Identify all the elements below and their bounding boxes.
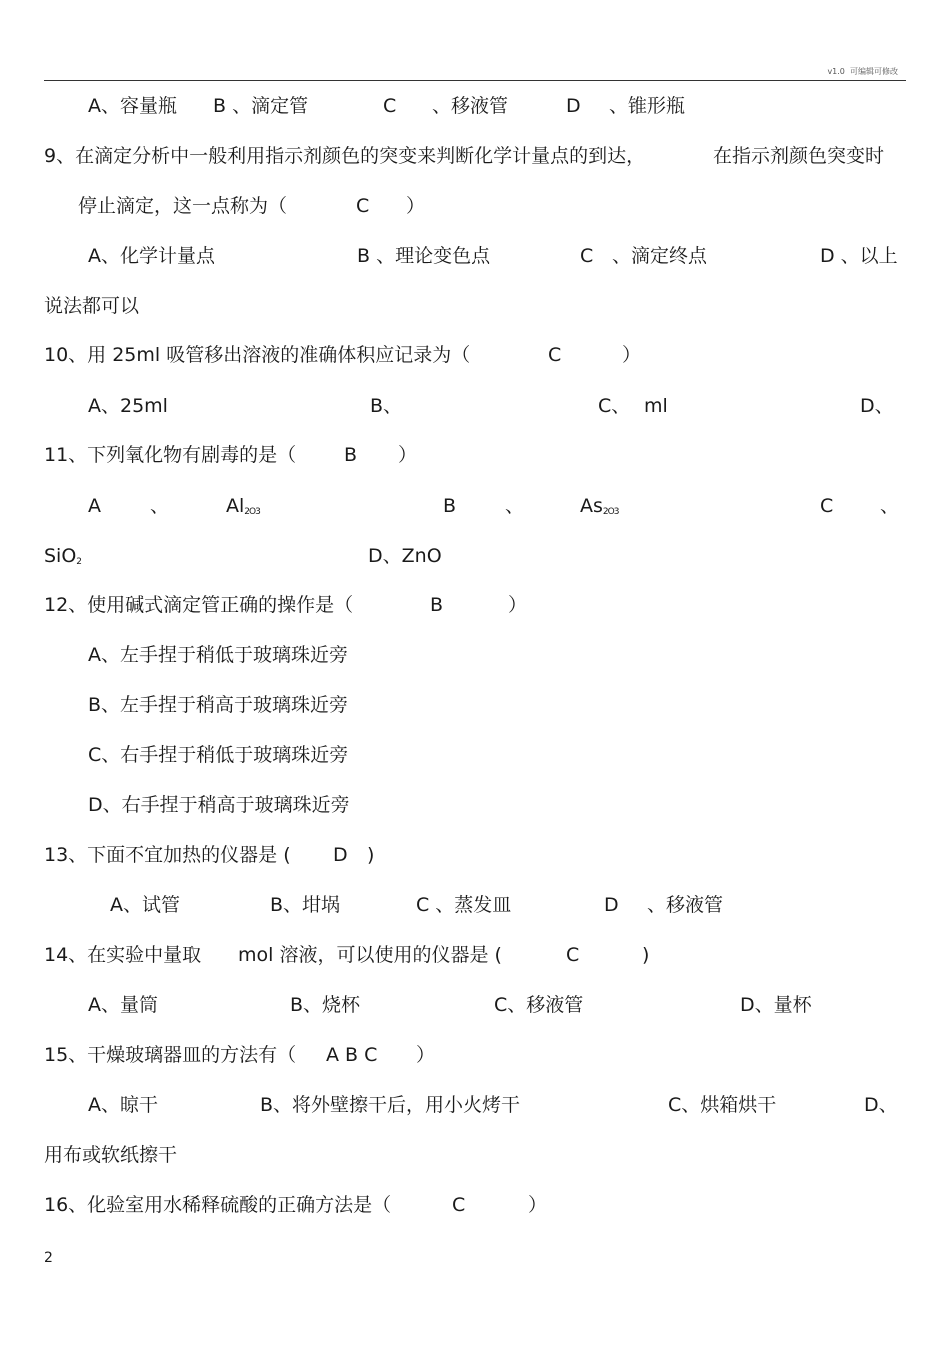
q15-answer: A B C [326, 1044, 378, 1066]
q11-option-c-letter: C [820, 495, 834, 517]
q11-option-b-formula [580, 494, 618, 524]
q11-answer: B [344, 444, 358, 466]
q10-stem: 10、用 25ml 吸管移出溶液的准确体积应记录为（ [44, 344, 471, 366]
q9-stem-line2: 停止滴定，这一点称为（ [78, 195, 288, 217]
q11-option-d: D、ZnO [368, 545, 442, 567]
header-rule [44, 80, 906, 81]
q11-a-chem: Al [226, 495, 245, 517]
q8-option-d-text: 、锥形瓶 [609, 95, 686, 117]
q16-stem: 16、化验室用水稀释硫酸的正确方法是（ [44, 1194, 392, 1216]
q15-option-d-cont: 用布或软纸擦干 [44, 1144, 178, 1166]
q8-option-b: B 、滴定管 [213, 95, 309, 117]
q9-option-c-text: 、滴定终点 [612, 245, 708, 267]
q16-close: ） [528, 1194, 548, 1216]
q11-option-a-formula [226, 494, 260, 524]
q13-option-d-text: 、移液管 [647, 894, 724, 916]
q11-b-chem: As [580, 495, 603, 517]
q8-option-d-letter: D [566, 95, 581, 117]
q11-b-sub: 2O3 [602, 507, 619, 517]
q9-option-b: B 、理论变色点 [357, 245, 491, 267]
q9-option-d: D 、以上 [820, 245, 898, 267]
q15-close: ） [416, 1044, 436, 1066]
q9-option-c-letter: C [580, 245, 594, 267]
q12-stem: 12、使用碱式滴定管正确的操作是（ [44, 594, 354, 616]
q13-option-a: A、试管 [110, 894, 180, 916]
q13-option-d-letter: D [604, 894, 619, 916]
q14-option-c: C、移液管 [494, 994, 584, 1016]
q16-answer: C [452, 1194, 466, 1216]
q15-stem: 15、干燥玻璃器皿的方法有（ [44, 1044, 297, 1066]
q9-close: ） [406, 195, 426, 217]
q8-option-a: A、容量瓶 [88, 95, 177, 117]
q13-close: ) [367, 844, 375, 866]
q9-option-a: A、化学计量点 [88, 245, 215, 267]
q15-option-d: D、 [864, 1094, 898, 1116]
q12-option-a: A、左手捏于稍低于玻璃珠近旁 [88, 644, 348, 666]
q11-option-b-sep: 、 [505, 495, 525, 517]
q11-option-a-letter: A [88, 495, 101, 517]
q11-option-a-sep: 、 [150, 495, 170, 517]
q15-option-a: A、晾干 [88, 1094, 158, 1116]
q10-option-d: D、 [860, 395, 894, 417]
q11-stem: 11、下列氧化物有剧毒的是（ [44, 444, 297, 466]
q10-answer: C [548, 344, 562, 366]
q11-c-sub: 2 [76, 557, 82, 567]
q15-option-b: B、将外壁擦干后，用小火烤干 [260, 1094, 521, 1116]
q13-option-b: B、坩埚 [270, 894, 341, 916]
q11-c-chem: SiO [44, 545, 77, 567]
header-caption: 可编辑可修改 [850, 67, 898, 76]
q14-option-a: A、量筒 [88, 994, 158, 1016]
q13-answer: D [333, 844, 348, 866]
q10-option-c-text: ml [644, 395, 668, 417]
q14-stem: 14、在实验中量取 [44, 944, 202, 966]
q14-answer: C [566, 944, 580, 966]
q10-option-c: C、 [598, 395, 631, 417]
q9-stem-line1b: 在指示剂颜色突变时 [713, 145, 885, 167]
q12-option-d: D、右手捏于稍高于玻璃珠近旁 [88, 794, 350, 816]
q12-option-b: B、左手捏于稍高于玻璃珠近旁 [88, 694, 349, 716]
q14-close: ) [642, 944, 650, 966]
q12-option-c: C、右手捏于稍低于玻璃珠近旁 [88, 744, 349, 766]
q9-stem-line1: 9、在滴定分析中一般利用指示剂颜色的突变来判断化学计量点的到达， [44, 145, 646, 167]
q15-option-c: C、烘箱烘干 [668, 1094, 777, 1116]
q14-option-b: B、烧杯 [290, 994, 361, 1016]
q8-option-c-text: 、移液管 [432, 95, 509, 117]
q9-option-d-cont: 说法都可以 [44, 295, 140, 317]
q10-option-b: B、 [370, 395, 403, 417]
q14-stem-b: mol 溶液，可以使用的仪器是 ( [238, 944, 502, 966]
q8-option-c-letter: C [383, 95, 397, 117]
q11-a-sub: 2O3 [244, 507, 260, 517]
q9-answer: C [356, 195, 370, 217]
q11-option-c-sep: 、 [880, 495, 900, 517]
q11-option-b-letter: B [443, 495, 457, 517]
q11-option-c-formula [44, 544, 81, 574]
q10-option-a: A、25ml [88, 395, 168, 417]
version-label: v1.0 [827, 67, 845, 76]
q12-answer: B [430, 594, 444, 616]
header-note [827, 66, 898, 77]
q11-close: ） [398, 444, 418, 466]
q13-option-c: C 、蒸发皿 [416, 894, 512, 916]
q10-close: ） [622, 344, 642, 366]
q13-stem: 13、下面不宜加热的仪器是 ( [44, 844, 291, 866]
q12-close: ） [508, 594, 528, 616]
q14-option-d: D、量杯 [740, 994, 812, 1016]
page-number: 2 [44, 1250, 53, 1266]
